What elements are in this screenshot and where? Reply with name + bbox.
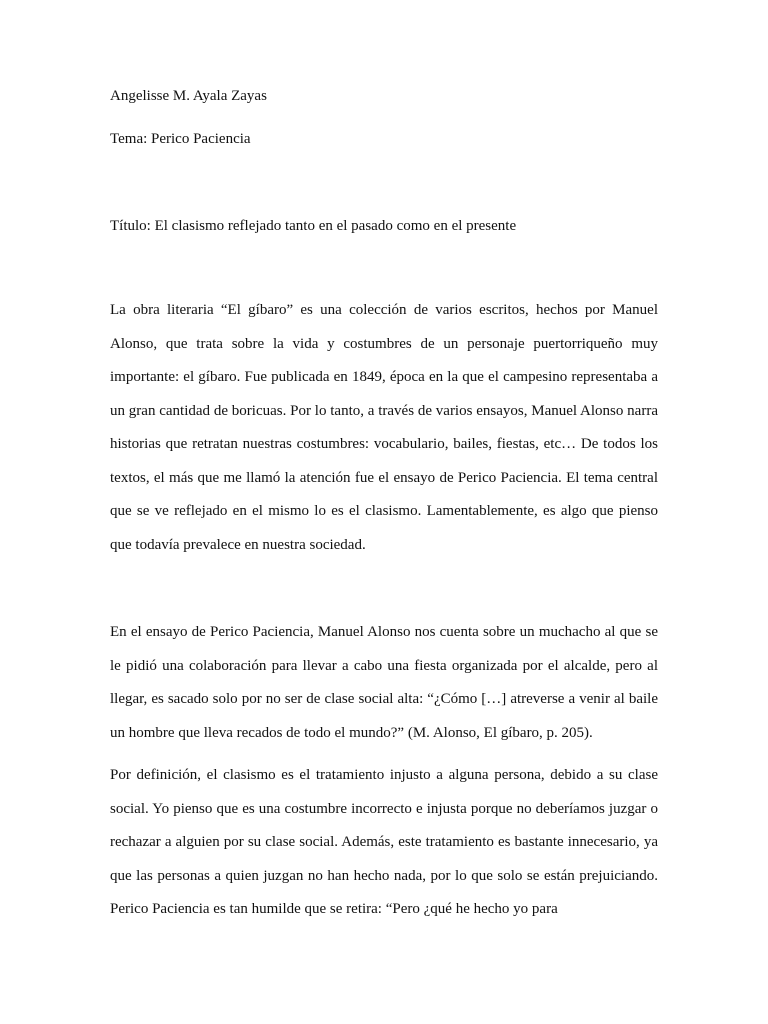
essay-topic: Tema: Perico Paciencia	[110, 131, 251, 147]
paragraph-2: En el ensayo de Perico Paciencia, Manuel Alonso nos cuenta sobre un muchacho al que se le pidió una colaboración para llevar a cabo una fiesta organizada por el alcalde, pero al llegar, es sacado solo por no ser de clase social alta: “¿Cómo […] atreverse a venir al baile un hombre que lleva recados de todo el mundo?” (M. Alonso, El gíbaro, p. 205).	[110, 624, 658, 741]
author-name: Angelisse M. Ayala Zayas	[110, 88, 267, 104]
paragraph-3: Por definición, el clasismo es el tratamiento injusto a alguna persona, debido a su clase social. Yo pienso que es una costumbre incorrecto e injusta porque no deberíamos juzgar o rechazar a alguien por su clase social. Además, este tratamiento es bastante innecesario, ya que las personas a quien juzgan no han hecho nada, por lo que solo se están prejuiciando. Perico Paciencia es tan humilde que se retira: “Pero ¿qué he hecho yo para	[110, 767, 658, 917]
paragraph-1: La obra literaria “El gíbaro” es una colección de varios escritos, hechos por Manuel Alonso, que trata sobre la vida y costumbres de un personaje puertorriqueño muy importante: el gíbaro. Fue publicada en 1849, época en la que el campesino representaba a un gran cantidad de boricuas. Por lo tanto, a través de varios ensayos, Manuel Alonso narra historias que retratan nuestras costumbres: vocabulario, bailes, fiestas, etc… De todos los textos, el más que me llamó la atención fue el ensayo de Perico Paciencia. El tema central que se ve reflejado en el mismo lo es el clasismo. Lamentablemente, es algo que pienso que todavía prevalece en nuestra sociedad.	[110, 302, 658, 553]
essay-title: Título: El clasismo reflejado tanto en el pasado como en el presente	[110, 218, 517, 234]
